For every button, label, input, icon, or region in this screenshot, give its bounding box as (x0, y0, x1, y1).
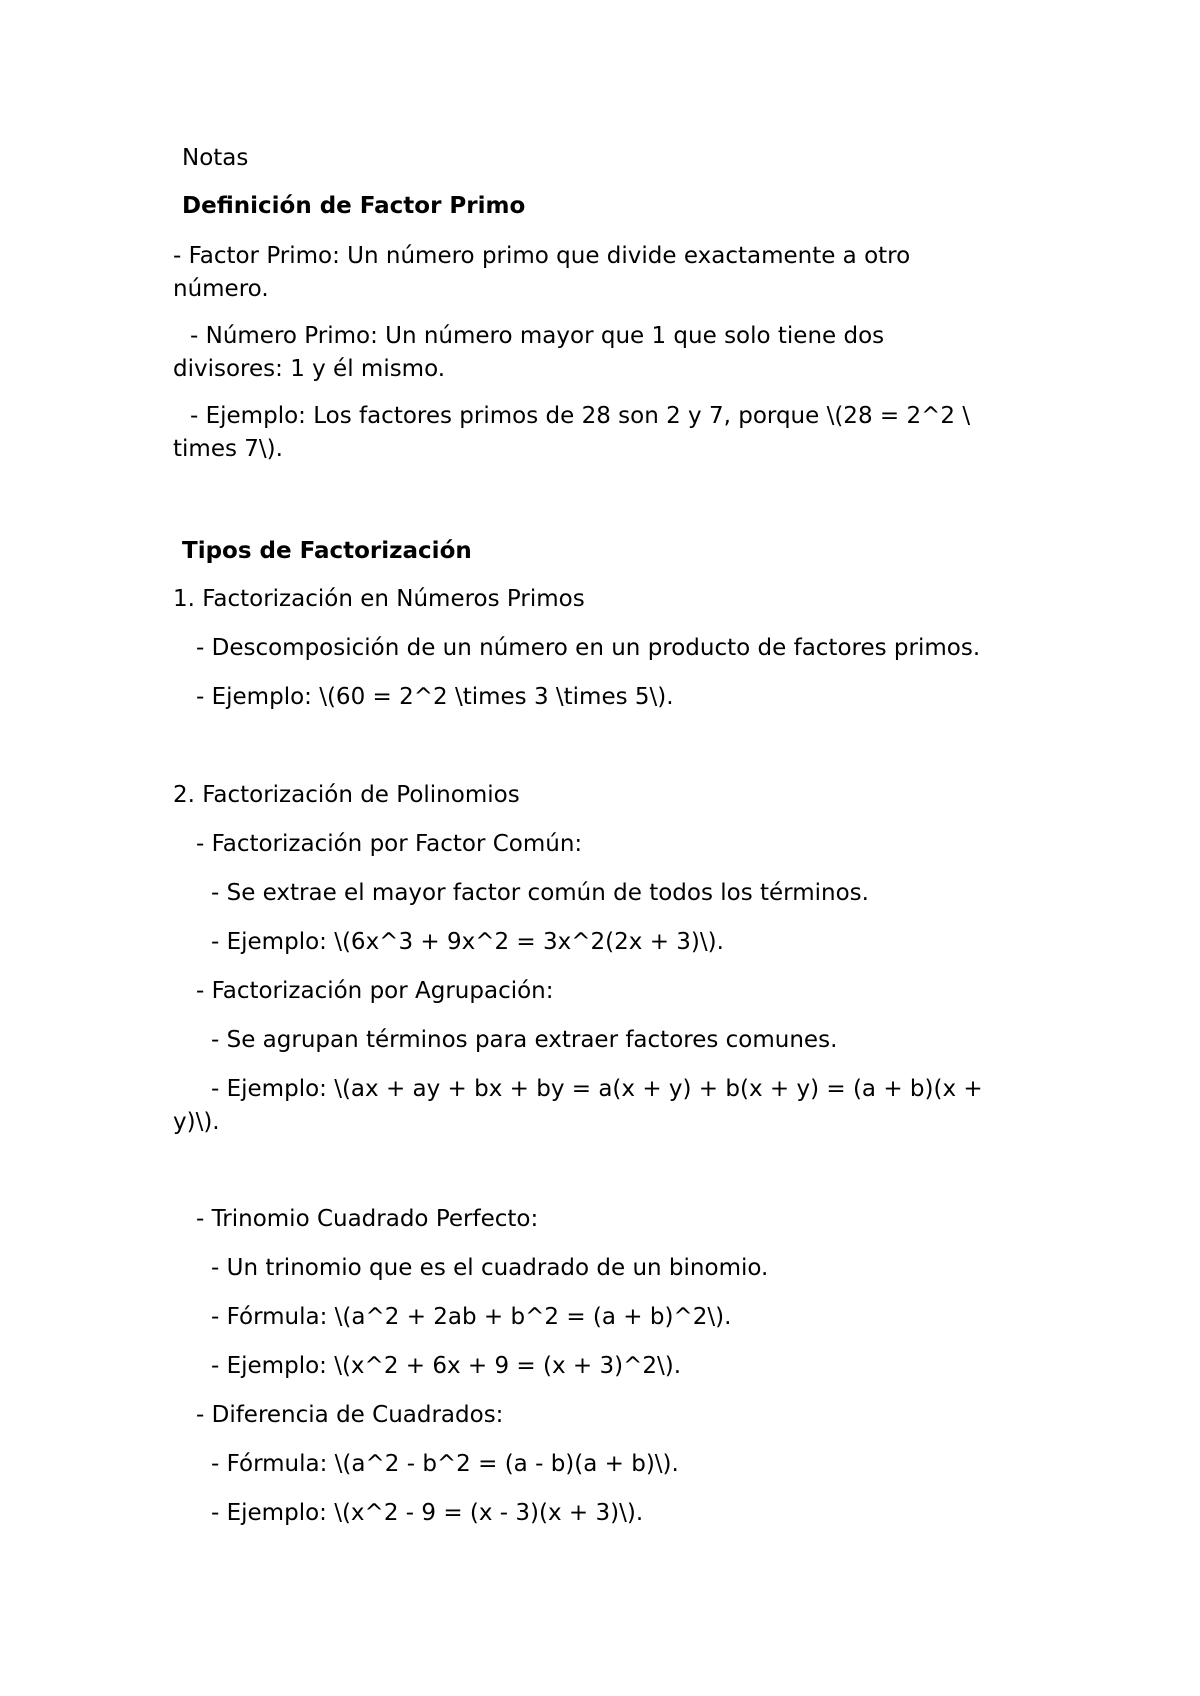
difference-of-squares-title: - Diferencia de Cuadrados: (196, 1402, 504, 1428)
definition-prime-factor-line1: - Factor Primo: Un número primo que divide exactamente a otro (173, 243, 911, 269)
perfect-square-trinomial-formula: - Fórmula: \(a^2 + 2ab + b^2 = (a + b)^2\). (211, 1304, 732, 1330)
difference-of-squares-example: - Ejemplo: \(x^2 - 9 = (x - 3)(x + 3)\). (211, 1500, 644, 1526)
section-heading-factorization-types: Tipos de Factorización (182, 538, 472, 564)
grouping-example-line2: y)\). (173, 1109, 220, 1135)
grouping-title: - Factorización por Agrupación: (196, 978, 554, 1004)
perfect-square-trinomial-title: - Trinomio Cuadrado Perfecto: (196, 1206, 539, 1232)
grouping-example-line1: - Ejemplo: \(ax + ay + bx + by = a(x + y) + b(x + y) = (a + b)(x + (211, 1076, 983, 1102)
grouping-description: - Se agrupan términos para extraer factores comunes. (211, 1027, 838, 1053)
list-item-polynomial-factorization: 2. Factorización de Polinomios (173, 782, 520, 808)
prime-example-line1: - Ejemplo: Los factores primos de 28 son 2 y 7, porque \(28 = 2^2 \ (190, 403, 971, 429)
perfect-square-trinomial-example: - Ejemplo: \(x^2 + 6x + 9 = (x + 3)^2\). (211, 1353, 682, 1379)
common-factor-example: - Ejemplo: \(6x^3 + 9x^2 = 3x^2(2x + 3)\). (211, 929, 724, 955)
definition-prime-factor-line2: número. (173, 276, 269, 302)
difference-of-squares-formula: - Fórmula: \(a^2 - b^2 = (a - b)(a + b)\). (211, 1451, 679, 1477)
perfect-square-trinomial-description: - Un trinomio que es el cuadrado de un binomio. (211, 1255, 769, 1281)
common-factor-description: - Se extrae el mayor factor común de todos los términos. (211, 880, 869, 906)
list-item-prime-factorization: 1. Factorización en Números Primos (173, 586, 585, 612)
definition-prime-number-line2: divisores: 1 y él mismo. (173, 356, 446, 382)
prime-example-line2: times 7\). (173, 436, 283, 462)
document-title: Notas (182, 145, 249, 171)
prime-factorization-description: - Descomposición de un número en un producto de factores primos. (196, 635, 981, 661)
definition-prime-number-line1: - Número Primo: Un número mayor que 1 que solo tiene dos (190, 323, 885, 349)
prime-factorization-example: - Ejemplo: \(60 = 2^2 \times 3 \times 5\). (196, 684, 674, 710)
common-factor-title: - Factorización por Factor Común: (196, 831, 583, 857)
section-heading-prime-factor: Definición de Factor Primo (182, 193, 526, 219)
